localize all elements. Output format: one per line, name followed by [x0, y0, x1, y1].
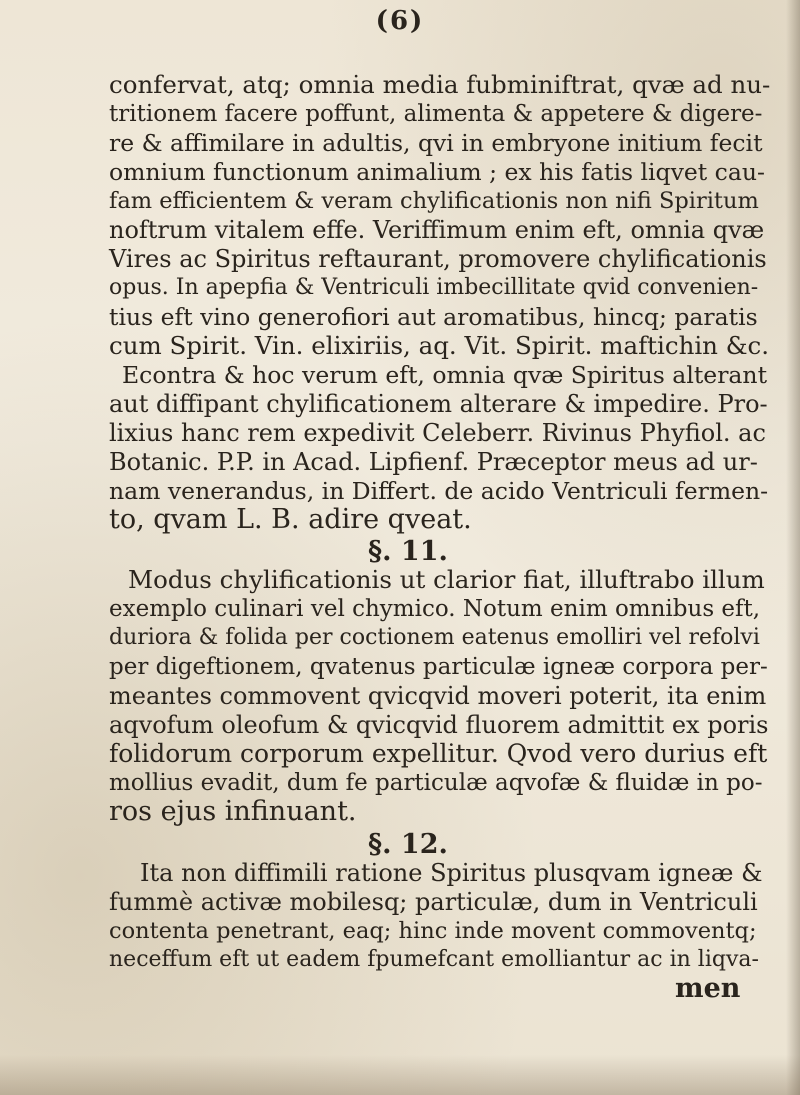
text-line: Ita non diffimili ratione Spiritus plusqvam igneæ &: [140, 859, 763, 887]
text-line: aqvofum oleofum & qvicqvid fluorem admittit ex poris: [109, 711, 769, 739]
text-line: Modus chylificationis ut clarior fiat, illuftrabo illum: [128, 565, 765, 594]
text-line: noftrum vitalem effe. Veriffimum enim eft, omnia qvæ: [109, 216, 765, 244]
text-line: re & affimilare in adultis, qvi in embryone initium fecit: [109, 129, 763, 157]
page-bottom-shadow: [0, 1055, 800, 1095]
text-line: aut diffipant chylificationem alterare & impedire. Pro-: [109, 390, 768, 418]
text-line: fummè activæ mobilesq; particulæ, dum in Ventriculi: [109, 888, 758, 916]
text-line: meantes commovent qvicqvid moveri poterit, ita enim: [109, 682, 767, 710]
text-line: folidorum corporum expellitur. Qvod vero durius eft: [109, 739, 768, 768]
page-edge-shadow: [786, 0, 800, 1095]
text-line: lixius hanc rem expedivit Celeberr. Rivinus Phyfiol. ac: [109, 419, 766, 447]
text-line: mollius evadit, dum fe particulæ aqvofæ & fluidæ in po-: [109, 770, 763, 796]
text-line: to, qvam L. B. adire qveat.: [109, 504, 472, 535]
text-line: ros ejus infinuant.: [109, 796, 357, 827]
text-line: nam venerandus, in Differt. de acido Ventriculi fermen-: [109, 477, 769, 505]
text-line: neceffum eft ut eadem fpumefcant emolliantur ac in liqva-: [109, 947, 759, 972]
text-line: tritionem facere poffunt, alimenta & appetere & digere-: [109, 101, 763, 127]
text-line: Econtra & hoc verum eft, omnia qvæ Spiritus alterant: [122, 361, 768, 389]
text-line: contenta penetrant, eaq; hinc inde movent commoventq;: [109, 918, 757, 944]
text-line: fam efficientem & veram chylificationis non nifi Spiritum: [109, 188, 759, 214]
text-line: per digeftionem, qvatenus particulæ igneæ corpora per-: [109, 654, 768, 680]
text-line: Vires ac Spiritus reftaurant, promovere chylificationis: [109, 245, 767, 273]
text-line: Botanic. P.P. in Acad. Lipfienf. Præceptor meus ad ur-: [109, 448, 758, 476]
text-line: confervat, atq; omnia media fubminiftrat, qvæ ad nu-: [109, 70, 771, 99]
text-line: exemplo culinari vel chymico. Notum enim omnibus eft,: [109, 596, 761, 622]
catchword: men: [675, 973, 741, 1004]
text-line: omnium functionum animalium ; ex his fatis liqvet cau-: [109, 158, 765, 186]
page-number-header: (6): [375, 6, 425, 36]
text-line: duriora & folida per coctionem eatenus emolliri vel refolvi: [109, 625, 760, 650]
section-heading: §. 11.: [368, 536, 448, 567]
text-line: tius eft vino generofiori aut aromatibus, hincq; paratis: [109, 303, 758, 331]
text-line: cum Spirit. Vin. elixiriis, aq. Vit. Spirit. maftichin &c.: [109, 331, 770, 360]
text-line: opus. In apepfia & Ventriculi imbecillitate qvid convenien-: [109, 275, 759, 300]
section-heading: §. 12.: [368, 829, 448, 860]
